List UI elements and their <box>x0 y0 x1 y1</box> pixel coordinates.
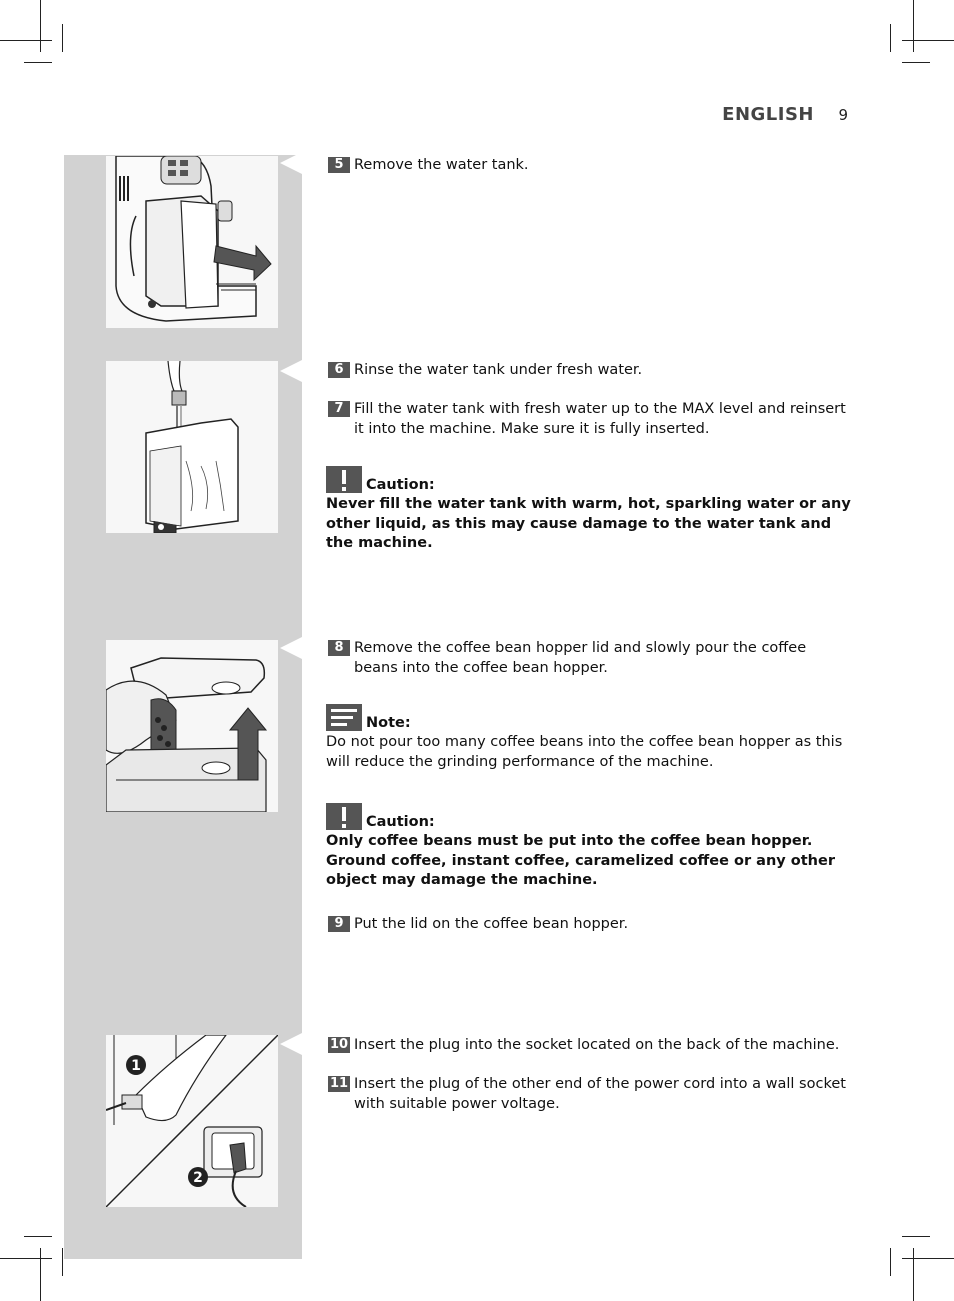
caution-label: Caution: <box>366 814 435 830</box>
marker-2: 2 <box>193 1170 203 1186</box>
pointer-notch <box>280 637 302 659</box>
step-text: Remove the coffee bean hopper lid and slowly pour the coffee beans into the coffee bean hopper. <box>354 640 807 676</box>
step-8 <box>328 638 848 678</box>
pointer-notch <box>280 360 302 382</box>
note-bean-quantity <box>326 704 851 772</box>
step-10 <box>328 1035 848 1055</box>
crop-mark <box>62 1248 63 1276</box>
step-number-badge: 11 <box>329 1076 349 1091</box>
step-number-badge: 6 <box>328 362 350 378</box>
step-11 <box>328 1074 848 1114</box>
page-header <box>640 104 850 128</box>
caution-icon <box>326 466 362 493</box>
step-number-badge: 8 <box>328 640 350 656</box>
caution-coffee-beans-only <box>326 803 851 891</box>
illustration-plug-power-cord <box>106 1035 278 1207</box>
step-number-badge: 9 <box>328 916 350 932</box>
step-number-badge: 7 <box>328 401 350 417</box>
step-text: Rinse the water tank under fresh water. <box>354 362 643 378</box>
crop-mark <box>902 1236 930 1237</box>
crop-mark <box>902 62 930 63</box>
water-tank-removal-drawing <box>106 156 278 328</box>
step-text: Put the lid on the coffee bean hopper. <box>354 916 629 932</box>
crop-mark <box>913 0 914 52</box>
pointer-notch <box>280 152 302 174</box>
caution-water-tank <box>326 466 851 554</box>
page-number: 9 <box>838 106 848 124</box>
caution-icon <box>326 803 362 830</box>
crop-mark <box>890 24 891 52</box>
crop-mark <box>24 1236 52 1237</box>
water-tank-filling-drawing <box>106 361 278 533</box>
illustration-remove-water-tank <box>106 156 278 328</box>
step-text: Remove the water tank. <box>354 157 529 173</box>
step-5 <box>328 155 848 175</box>
crop-mark <box>40 1248 41 1301</box>
step-text: Insert the plug into the socket located on the back of the machine. <box>354 1037 840 1053</box>
pointer-notch <box>280 1033 302 1055</box>
crop-mark <box>40 0 41 52</box>
step-text: Insert the plug of the other end of the power cord into a wall socket with suitable power voltage. <box>354 1076 846 1112</box>
power-plug-drawing <box>106 1035 278 1207</box>
step-number-badge: 10 <box>329 1037 349 1052</box>
note-icon <box>326 704 362 731</box>
crop-mark <box>62 24 63 52</box>
caution-text: Only coffee beans must be put into the coffee bean hopper. Ground coffee, instant coffee, caramelized coffee or any other object may damage the machine. <box>326 833 835 888</box>
step-text: Fill the water tank with fresh water up to the MAX level and reinsert it into the machine. Make sure it is fully inserted. <box>354 401 846 437</box>
step-9 <box>328 914 848 934</box>
marker-1: 1 <box>131 1058 141 1074</box>
coffee-bean-pouring-drawing <box>106 640 278 812</box>
crop-mark <box>902 40 954 41</box>
crop-mark <box>24 62 52 63</box>
step-number-badge: 5 <box>328 157 350 173</box>
step-7 <box>328 399 848 439</box>
crop-mark <box>0 40 52 41</box>
language-label: ENGLISH <box>722 104 814 125</box>
illustration-pour-coffee-beans <box>106 640 278 812</box>
caution-label: Caution: <box>366 477 435 493</box>
illustration-fill-water-tank <box>106 361 278 533</box>
note-text: Do not pour too many coffee beans into the coffee bean hopper as this will reduce the grinding performance of the machine. <box>326 734 843 770</box>
crop-mark <box>890 1248 891 1276</box>
step-6 <box>328 360 848 380</box>
note-label: Note: <box>366 715 411 731</box>
crop-mark <box>902 1258 954 1259</box>
caution-text: Never fill the water tank with warm, hot, sparkling water or any other liquid, as this may cause damage to the water tank and the machine. <box>326 496 851 551</box>
crop-mark <box>913 1248 914 1301</box>
crop-mark <box>0 1258 52 1259</box>
